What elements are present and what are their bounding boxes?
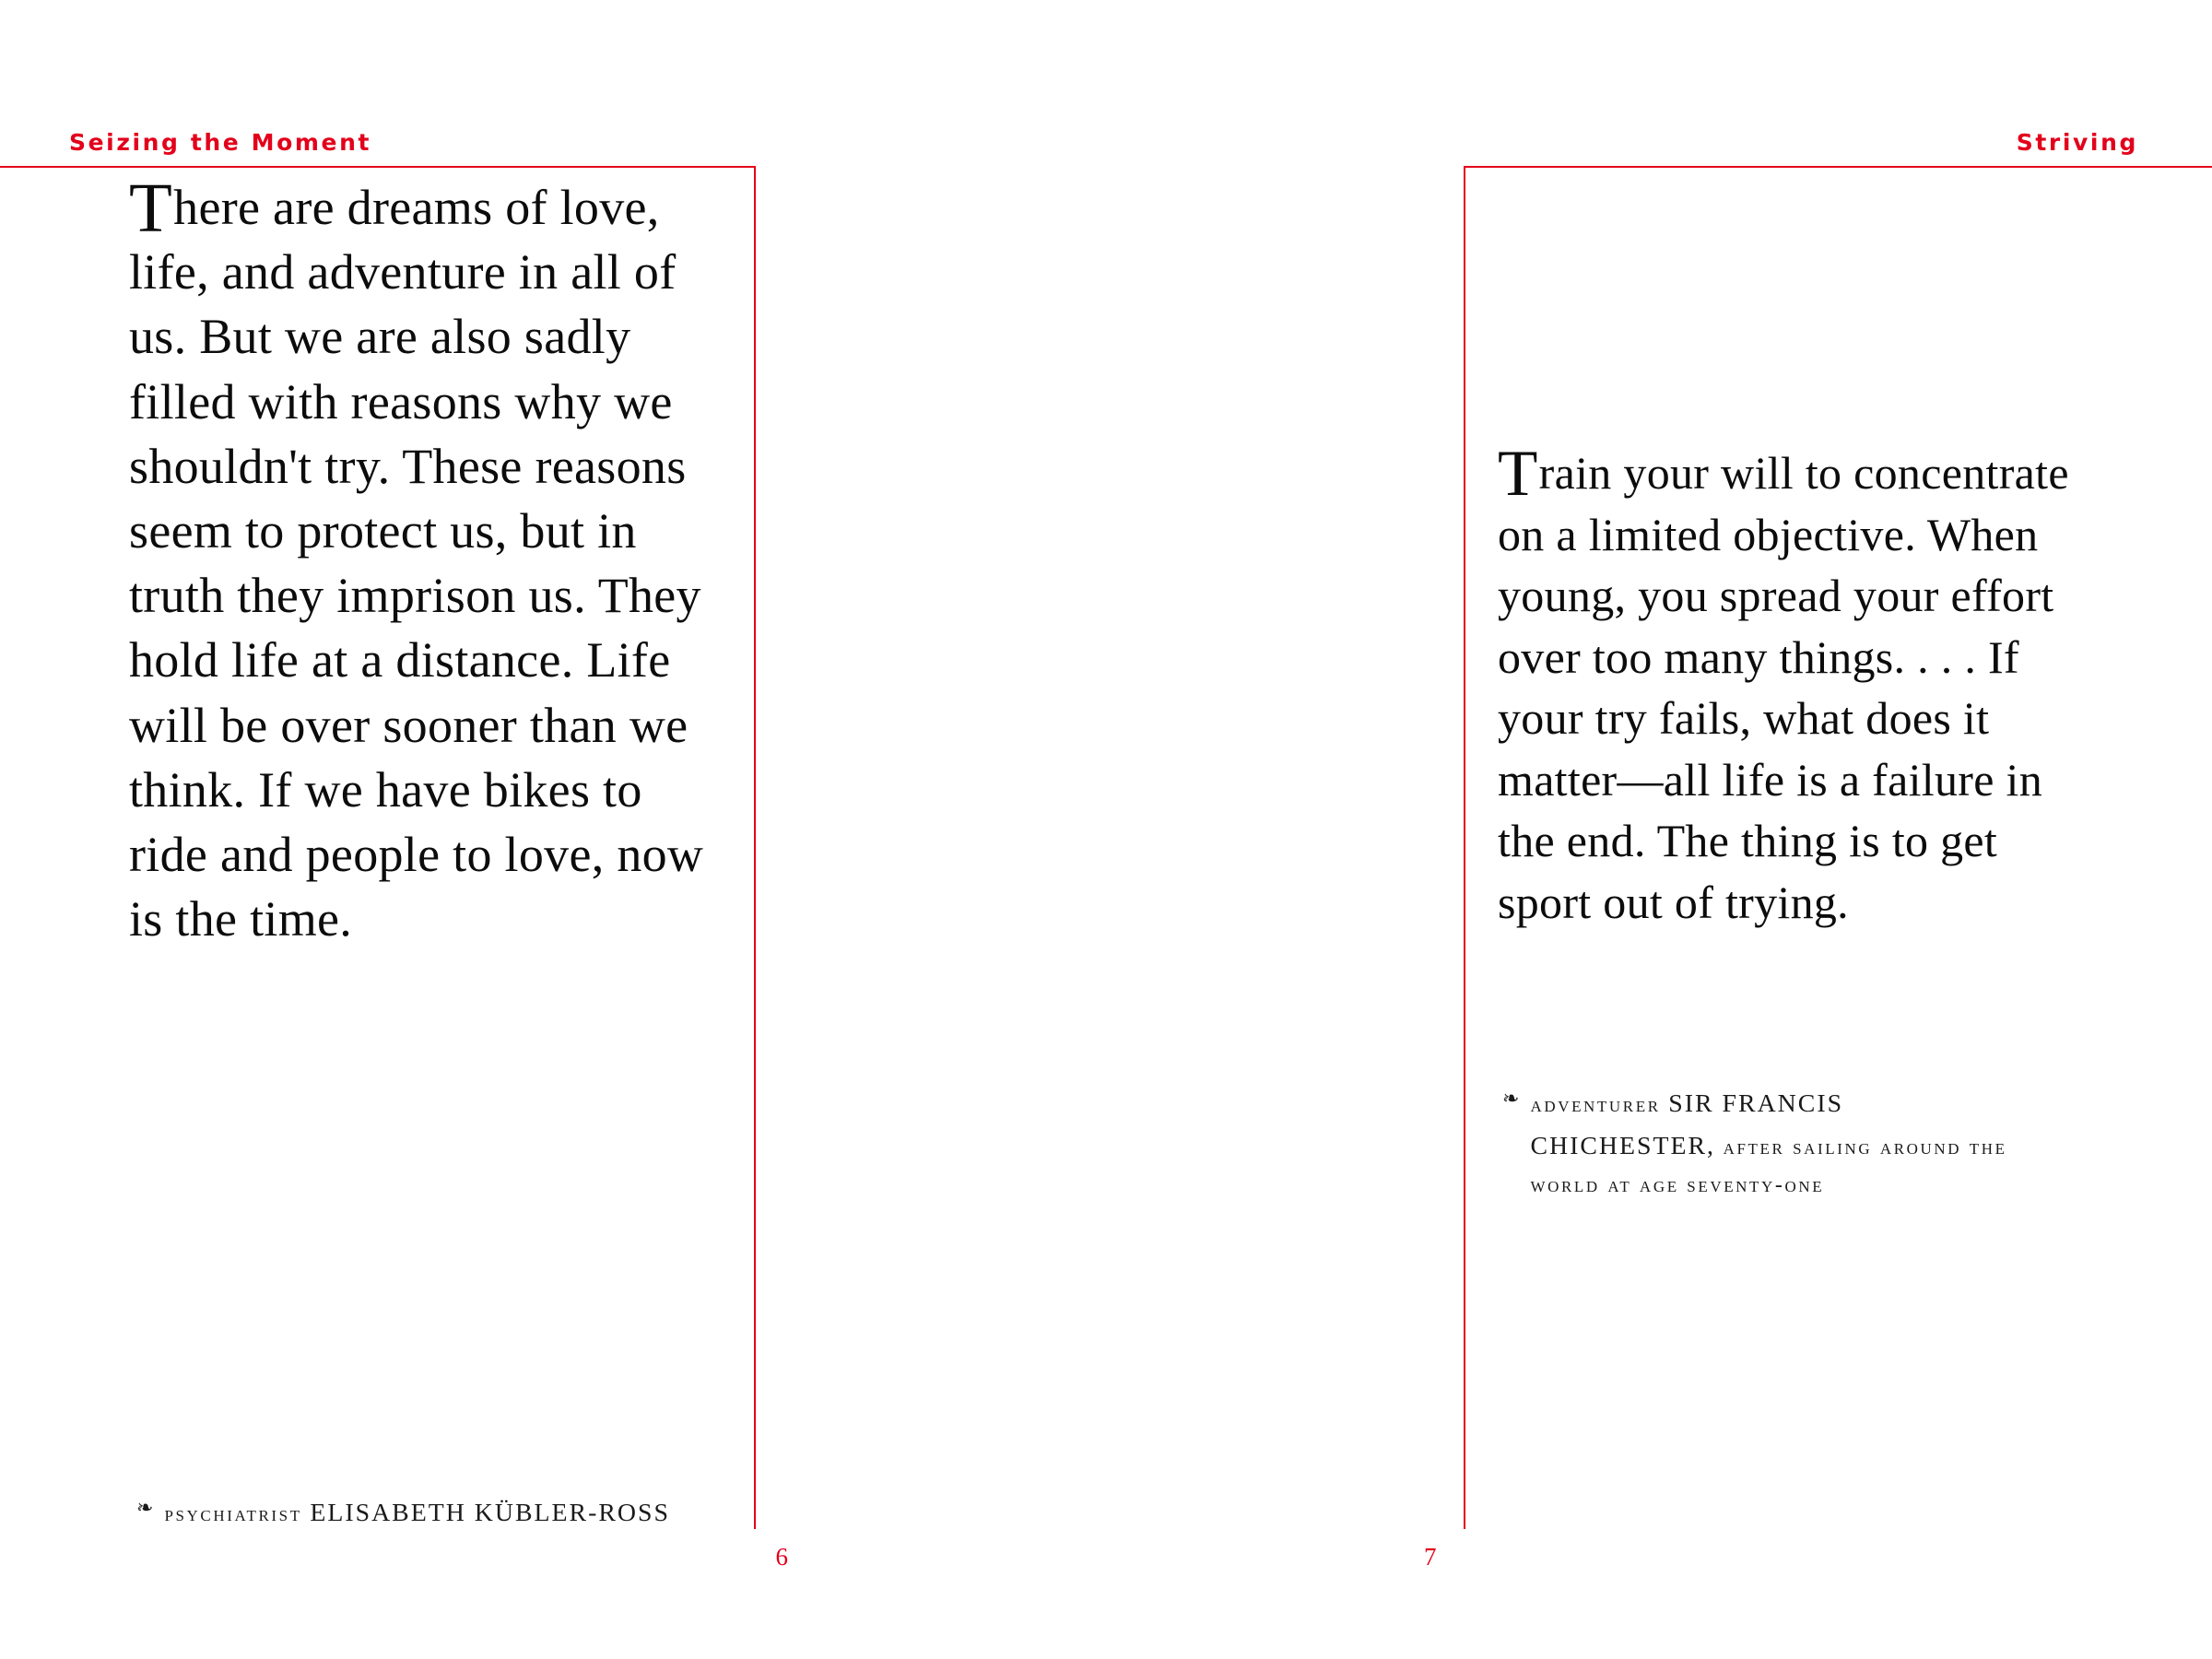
quote-block-right	[1498, 438, 2074, 933]
attribution-role-right: adventurer	[1530, 1093, 1661, 1117]
running-head-left: Seizing the Moment	[69, 129, 372, 156]
running-head-right: Striving	[2016, 129, 2138, 156]
vertical-rule-right	[1464, 166, 1465, 1529]
attribution-left	[136, 1492, 719, 1535]
vertical-rule-left	[754, 166, 756, 1529]
attribution-role-left: psychiatrist	[164, 1502, 302, 1527]
attribution-text-right	[1530, 1083, 2074, 1204]
drop-cap-right: T	[1498, 438, 1538, 511]
leaf-ornament-icon: ❧	[1502, 1087, 1520, 1110]
attribution-text-left	[164, 1492, 670, 1535]
attribution-right	[1502, 1083, 2074, 1204]
right-page	[1106, 0, 2212, 1659]
horizontal-rule-left	[0, 166, 756, 168]
quote-body-right: rain your will to concentrate on a limited objective. When young, you spread your effort over too many things. . . . If your try fails, what does it matter—all life is a failure in the end. The thing is to get sport out of trying.	[1498, 447, 2069, 928]
quote-text-left	[129, 168, 710, 951]
quote-block-left	[129, 168, 710, 951]
folio-left: 6	[775, 1543, 788, 1571]
horizontal-rule-right	[1464, 166, 2212, 168]
quote-text-right	[1498, 438, 2074, 933]
leaf-ornament-icon: ❧	[136, 1496, 154, 1520]
drop-cap-left: T	[129, 168, 173, 247]
folio-right: 7	[1424, 1543, 1437, 1571]
attribution-name-right: SIR FRANCIS CHICHESTER,	[1530, 1089, 1844, 1160]
attribution-name-left: ELISABETH KÜBLER-ROSS	[310, 1499, 670, 1528]
attribution-detail-right: after sailing around the world at age seventy-one	[1530, 1135, 2007, 1197]
quote-body-left: here are dreams of love, life, and adventure in all of us. But we are also sadly filled with reasons why we shouldn't try. These reasons seem to protect us, but in truth they imprison us. They hold life at a distance. Life will be over sooner than we think. If we have bikes to ride and people to love, now is the time.	[129, 180, 704, 947]
